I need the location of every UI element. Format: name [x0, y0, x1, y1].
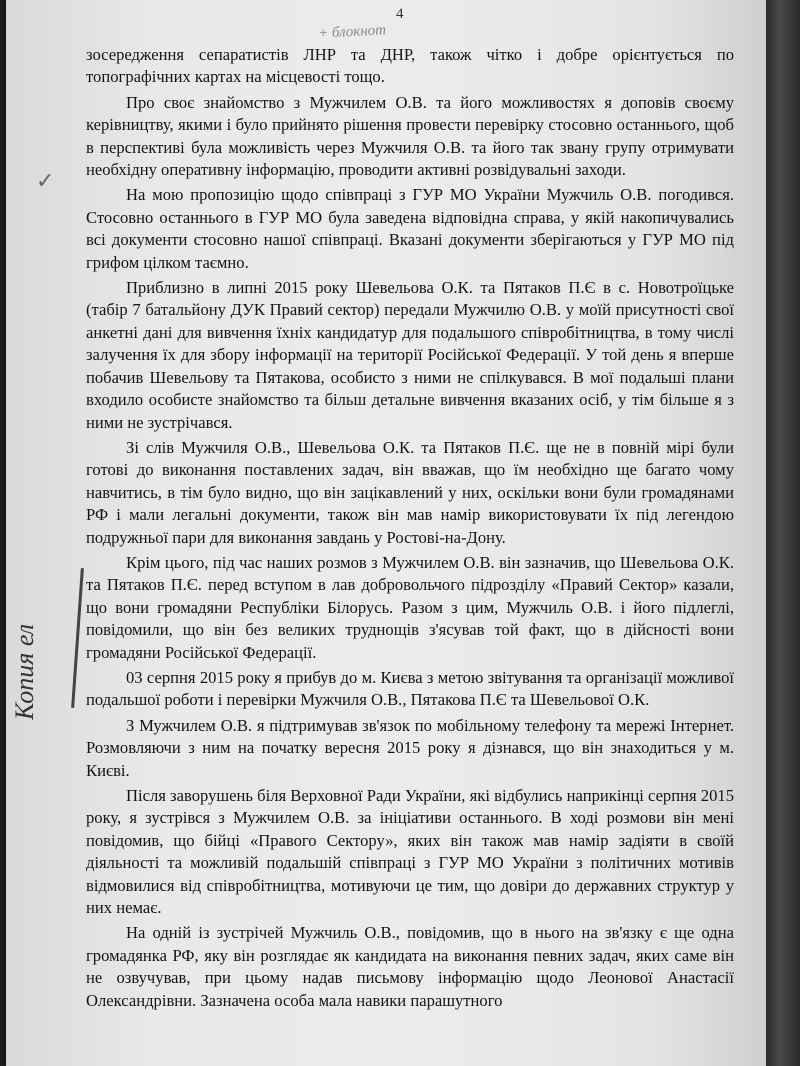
paragraph: зосередження сепаратистів ЛНР та ДНР, також чітко і добре орієнтується по топографічних картах на місцевості тощо.	[86, 45, 734, 87]
paragraph: Приблизно в липні 2015 року Шевельова О.К. та Пятаков П.Є в с. Новотроїцьке (табір 7 батальйону ДУК Правий сектор) передали Мужчилю О.В. у моїй присутності свої анкетні дані для вивчення їхніх кандидатур для подальшого співробітництва, в тому числі залучення їх для збору інформації на території Російської Федерації. У той день я вперше побачив Шевельову та Пятакова, особисто з ними не спілкувався. В мої подальші плани входило особисте знайомство та більш детальне вивчення вказаних осіб, у тім більше я з ними не зустрічався.	[86, 278, 734, 432]
document-body	[86, 44, 734, 1015]
check-mark-icon: ✓	[36, 168, 55, 193]
handwritten-note-top: + блокнот	[317, 22, 387, 42]
paragraph: Про своє знайомство з Мужчилем О.В. та його можливостях я доповів своєму керівництву, якими і було прийнято рішення провести перевірку стосовно останнього, щоб в перспективі була можливість через Мужчиля О.В. та його так звану групу отримувати необхідну оперативну інформацію, проводити активні розвідувальні заходи.	[86, 92, 734, 180]
margin-handwriting-text: Копия ел	[10, 623, 39, 720]
paragraph: На мою пропозицію щодо співпраці з ГУР МО України Мужчиль О.В. погодився. Стосовно останнього в ГУР МО була заведена відповідна справа, у якій накопичувались всі документи стосовно нашої співпраці. Вказані документи зберігаються у ГУР МО під грифом цілком таємно.	[86, 185, 734, 272]
paragraph: Крім цього, під час наших розмов з Мужчилем О.В. він зазначив, що Шевельова О.К. та Пятаков П.Є. перед вступом в лав добровольчого підрозділу «Правий Сектор» казали, що вони громадяни Республіки Білорусь. Разом з цим, Мужчиль О.В. і його підлеглі, повідомили, що він без великих труднощів з'ясував той факт, що в дійсності вони громадяни Російської Федерації.	[86, 552, 734, 662]
paragraph: 03 серпня 2015 року я прибув до м. Києва з метою звітування та організації можливої подальшої роботи і перевірки Мужчиля О.В., Пятакова П.Є та Шевельової О.К.	[86, 667, 734, 710]
page-number: 4	[396, 6, 404, 22]
paragraph: На одній із зустрічей Мужчиль О.В., повідомив, що в нього на зв'язку є ще одна громадянка РФ, яку він розглядає як кандидата на виконання певних задач, яких саме він не озвучував, при цьому надав письмову інформацію щодо Леонової Анастасії Олександрівни. Зазначена особа мала навики парашутного	[86, 923, 734, 1010]
paragraph: Після заворушень біля Верховної Ради України, які відбулись наприкінці серпня 2015 року, я зустрівся з Мужчилем О.В. за ініціативи останнього. В ході розмови він мені повідомив, що бійці «Правого Сектору», яких він також мав намір задіяти в своїй діяльності та можливій подальшій співпраці з ГУР МО України з політичних мотивів відмовилися від співробітництва, мотивуючи це тим, що довіри до державних структур у них немає.	[86, 786, 734, 918]
photo-background-edge	[766, 0, 800, 1066]
document-page	[6, 0, 766, 1066]
paragraph: З Мужчилем О.В. я підтримував зв'язок по мобільному телефону та мережі Інтернет. Розмовляючи з ним на початку вересня 2015 року я дізнався, що він знаходиться у м. Києві.	[86, 715, 734, 780]
paragraph: Зі слів Мужчиля О.В., Шевельова О.К. та Пятаков П.Є. ще не в повній мірі були готові до виконання поставлених задач, він вважав, що їм необхідно ще багато чому навчитись, в тім було видно, що він зацікавлений у них, оскільки вони були громадянами РФ і мали легальні документи, також він мав намір використовувати їх під легендою подружньої пари для виконання завдань у Ростові-на-Дону.	[86, 437, 734, 547]
